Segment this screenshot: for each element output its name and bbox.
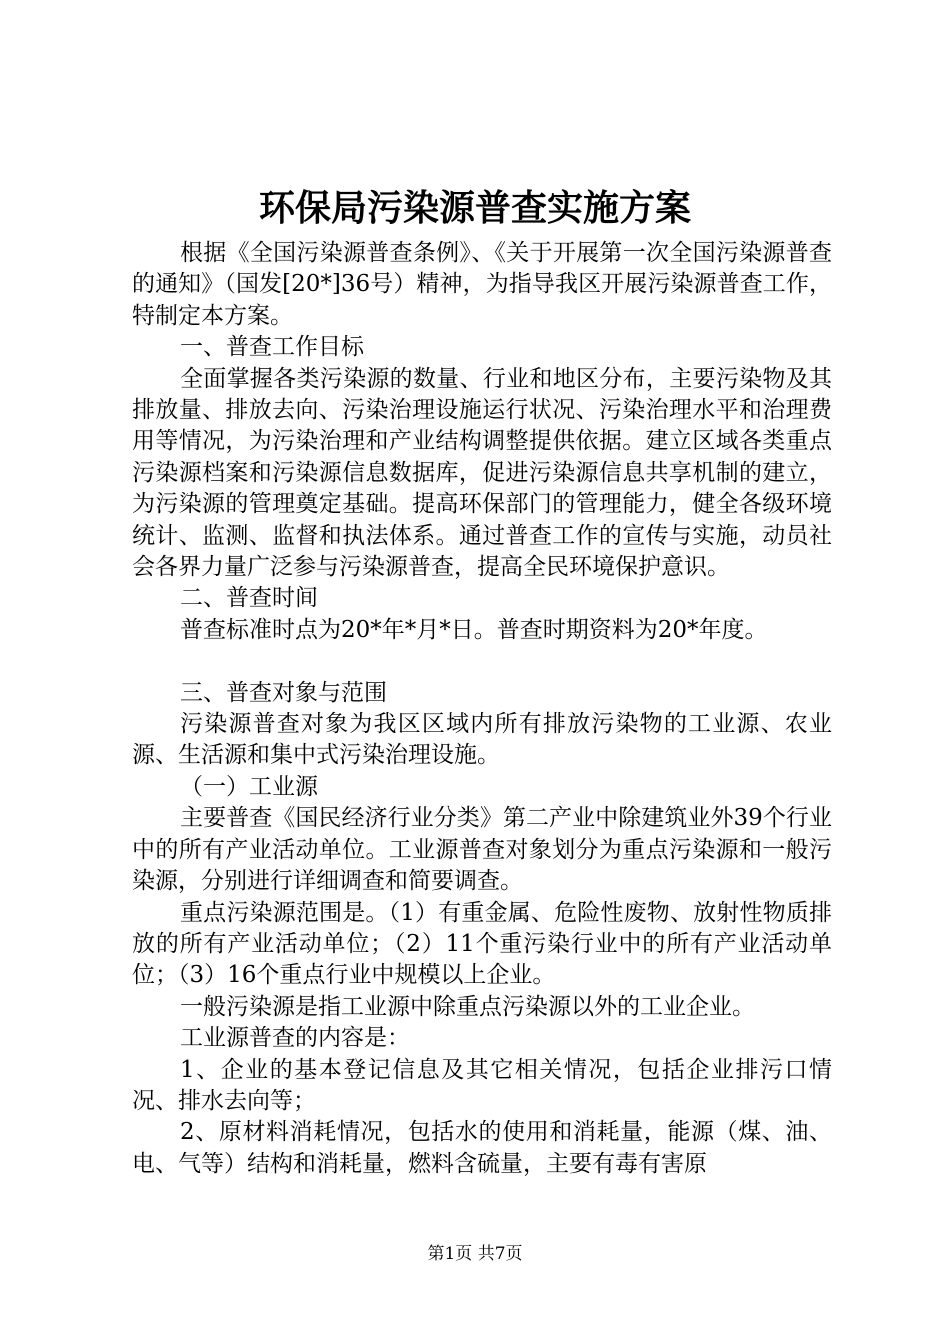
paragraph-goals: 全面掌握各类污染源的数量、行业和地区分布，主要污染物及其排放量、排放去向、污染治理设施运行状况、污染治理水平和治理费用等情况，为污染治理和产业结构调整提供依据。建立区域各类重点污染源档案和污染源信息数据库，促进污染源信息共享机制的建立，为污染源的管理奠定基础。提高环保部门的管理能力，健全各级环境统计、监测、监督和执法体系。通过普查工作的宣传与实施，动员社会各界力量广泛参与污染源普查，提高全民环境保护意识。 (132, 365, 832, 581)
paragraph-general-sources: 一般污染源是指工业源中除重点污染源以外的工业企业。 (180, 993, 755, 1020)
paragraph-intro: 根据《全国污染源普查条例》、《关于开展第一次全国污染源普查的通知》（国发[20*]36号）精神，为指导我区开展污染源普查工作，特制定本方案。 (132, 240, 832, 329)
section-heading-time: 二、普查时间 (180, 585, 318, 612)
paragraph-key-sources: 重点污染源范围是。（1）有重金属、危险性废物、放射性物质排放的所有产业活动单位；（2）11个重污染行业中的所有产业活动单位；（3）16个重点行业中规模以上企业。 (132, 899, 832, 989)
page-footer: 第1页 共7页 (427, 1244, 523, 1264)
paragraph-item-1: 1、企业的基本登记信息及其它相关情况，包括企业排污口情况、排水去向等； (132, 1056, 832, 1114)
paragraph-industrial: 主要普查《国民经济行业分类》第二产业中除建筑业外39个行业中的所有产业活动单位。工业源普查对象划分为重点污染源和一般污染源，分别进行详细调查和简要调查。 (132, 805, 832, 895)
section-heading-scope: 三、普查对象与范围 (180, 679, 387, 706)
paragraph-time: 普查标准时点为20*年*月*日。普查时期资料为20*年度。 (180, 616, 768, 643)
section-heading-goals: 一、普查工作目标 (180, 334, 364, 361)
paragraph-item-2: 2、原材料消耗情况，包括水的使用和消耗量，能源（煤、油、电、气等）结构和消耗量，燃料含硫量，主要有毒有害原 (132, 1119, 832, 1177)
document-title: 环保局污染源普查实施方案 (258, 187, 691, 229)
document-body (132, 238, 832, 1180)
paragraph-content-intro: 工业源普查的内容是： (180, 1025, 410, 1052)
paragraph-scope: 污染源普查对象为我区区域内所有排放污染物的工业源、农业源、生活源和集中式污染治理设施。 (132, 711, 832, 769)
subsection-heading-industrial: （一）工业源 (180, 773, 318, 800)
blank-line (132, 646, 832, 677)
